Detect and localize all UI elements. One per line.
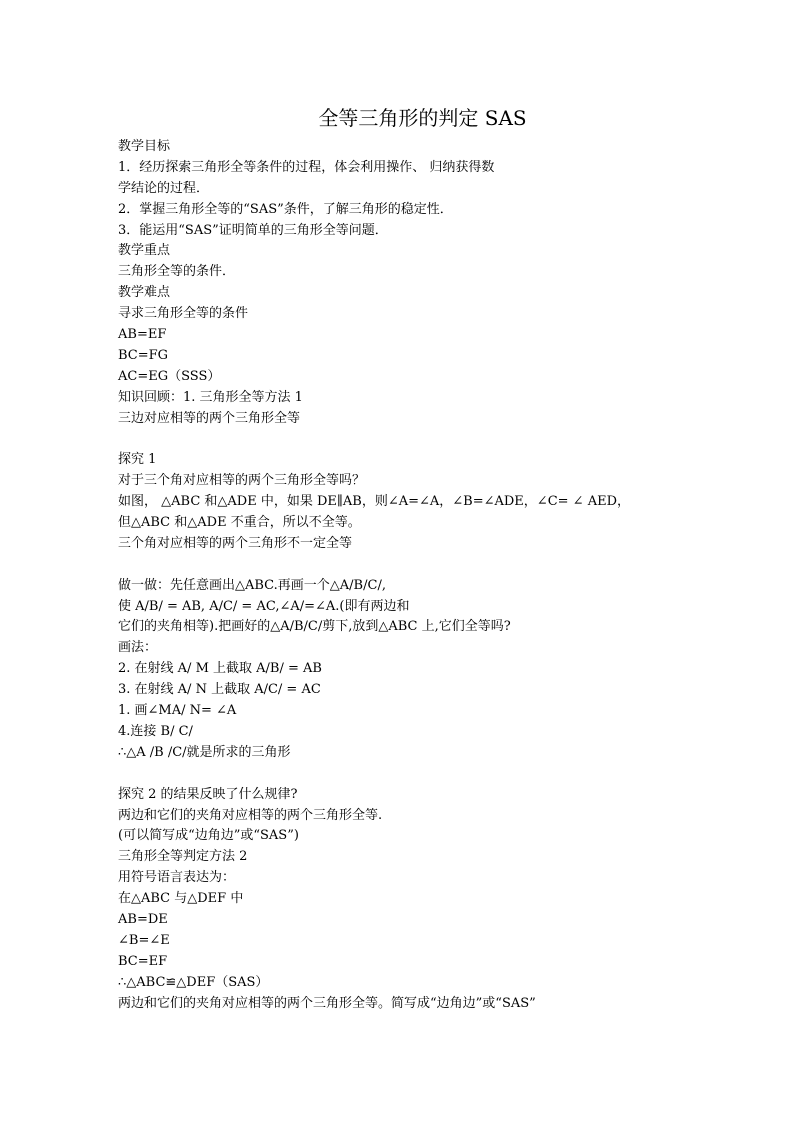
body-line: 两边和它们的夹角对应相等的两个三角形全等。简写成“边角边”或“SAS” bbox=[118, 995, 536, 1011]
body-line: AC=EG（SSS） bbox=[118, 368, 221, 384]
body-line: 教学难点 bbox=[118, 285, 171, 301]
body-line: 2. 在射线 A/ M 上截取 A/B/ = AB bbox=[118, 661, 322, 677]
body-line: 3. 在射线 A/ N 上截取 A/C/ = AC bbox=[118, 682, 321, 698]
body-line: 寻求三角形全等的条件 bbox=[118, 306, 249, 322]
document-body bbox=[118, 137, 718, 1014]
body-line: 教学目标 bbox=[118, 139, 171, 154]
body-line bbox=[118, 764, 718, 785]
body-line: (可以简写成“边角边”或“SAS”) bbox=[118, 828, 299, 844]
body-line: BC=EF bbox=[118, 953, 168, 969]
body-line: 知识回顾：1. 三角形全等方法 1 bbox=[118, 389, 303, 405]
body-line: ∴△ABC≌△DEF（SAS） bbox=[118, 974, 269, 990]
body-line: 三角形全等判定方法 2 bbox=[118, 849, 248, 865]
body-line: 学结论的过程． bbox=[118, 180, 210, 196]
body-line: 教学重点 bbox=[118, 243, 171, 259]
document-title: 全等三角形的判定 SAS bbox=[318, 106, 527, 130]
body-line: 1. 画∠MA/ N= ∠A bbox=[118, 703, 237, 719]
body-line: 1．经历探索三角形全等条件的过程，体会利用操作、 归纳获得数 bbox=[118, 159, 495, 175]
body-line: 它们的夹角相等).把画好的△A/B/C/剪下,放到△ABC 上,它们全等吗? bbox=[118, 619, 511, 635]
body-line: 探究 1 bbox=[118, 452, 157, 468]
body-line: 2．掌握三角形全等的“SAS”条件，了解三角形的稳定性． bbox=[118, 201, 453, 217]
body-line bbox=[118, 429, 718, 450]
body-line: 三边对应相等的两个三角形全等 bbox=[118, 410, 301, 426]
body-line: 三个角对应相等的两个三角形不一定全等 bbox=[118, 535, 353, 551]
body-line: 使 A/B/ = AB, A/C/ = AC,∠A/=∠A.(即有两边和 bbox=[118, 598, 410, 614]
body-line: 用符号语言表达为： bbox=[118, 870, 236, 886]
body-line: ∴△A /B /C/就是所求的三角形 bbox=[118, 744, 291, 760]
body-line: 如图， △ABC 和△ADE 中，如果 DE∥AB，则∠A=∠A，∠B=∠ADE，∠C= ∠ AED， bbox=[118, 494, 630, 510]
body-line: 三角形全等的条件． bbox=[118, 264, 236, 280]
body-line: 两边和它们的夹角对应相等的两个三角形全等. bbox=[118, 807, 383, 823]
body-line: 探究 2 的结果反映了什么规律? bbox=[118, 786, 298, 802]
body-line: 在△ABC 与△DEF 中 bbox=[118, 891, 244, 907]
body-line: ∠B=∠E bbox=[118, 932, 170, 948]
body-line: AB=DE bbox=[118, 911, 168, 927]
body-line: 对于三个角对应相等的两个三角形全等吗？ bbox=[118, 473, 366, 489]
body-line bbox=[118, 555, 718, 576]
body-line: 但△ABC 和△ADE 不重合，所以不全等。 bbox=[118, 515, 361, 531]
body-line: 做一做：先任意画出△ABC.再画一个△A/B/C/, bbox=[118, 577, 386, 593]
body-line: 3．能运用“SAS”证明简单的三角形全等问题． bbox=[118, 222, 388, 238]
body-line: 4.连接 B/ C/ bbox=[118, 723, 193, 739]
body-line: 画法： bbox=[118, 640, 158, 656]
body-line: BC=FG bbox=[118, 347, 169, 363]
body-line: AB=EF bbox=[118, 327, 167, 343]
